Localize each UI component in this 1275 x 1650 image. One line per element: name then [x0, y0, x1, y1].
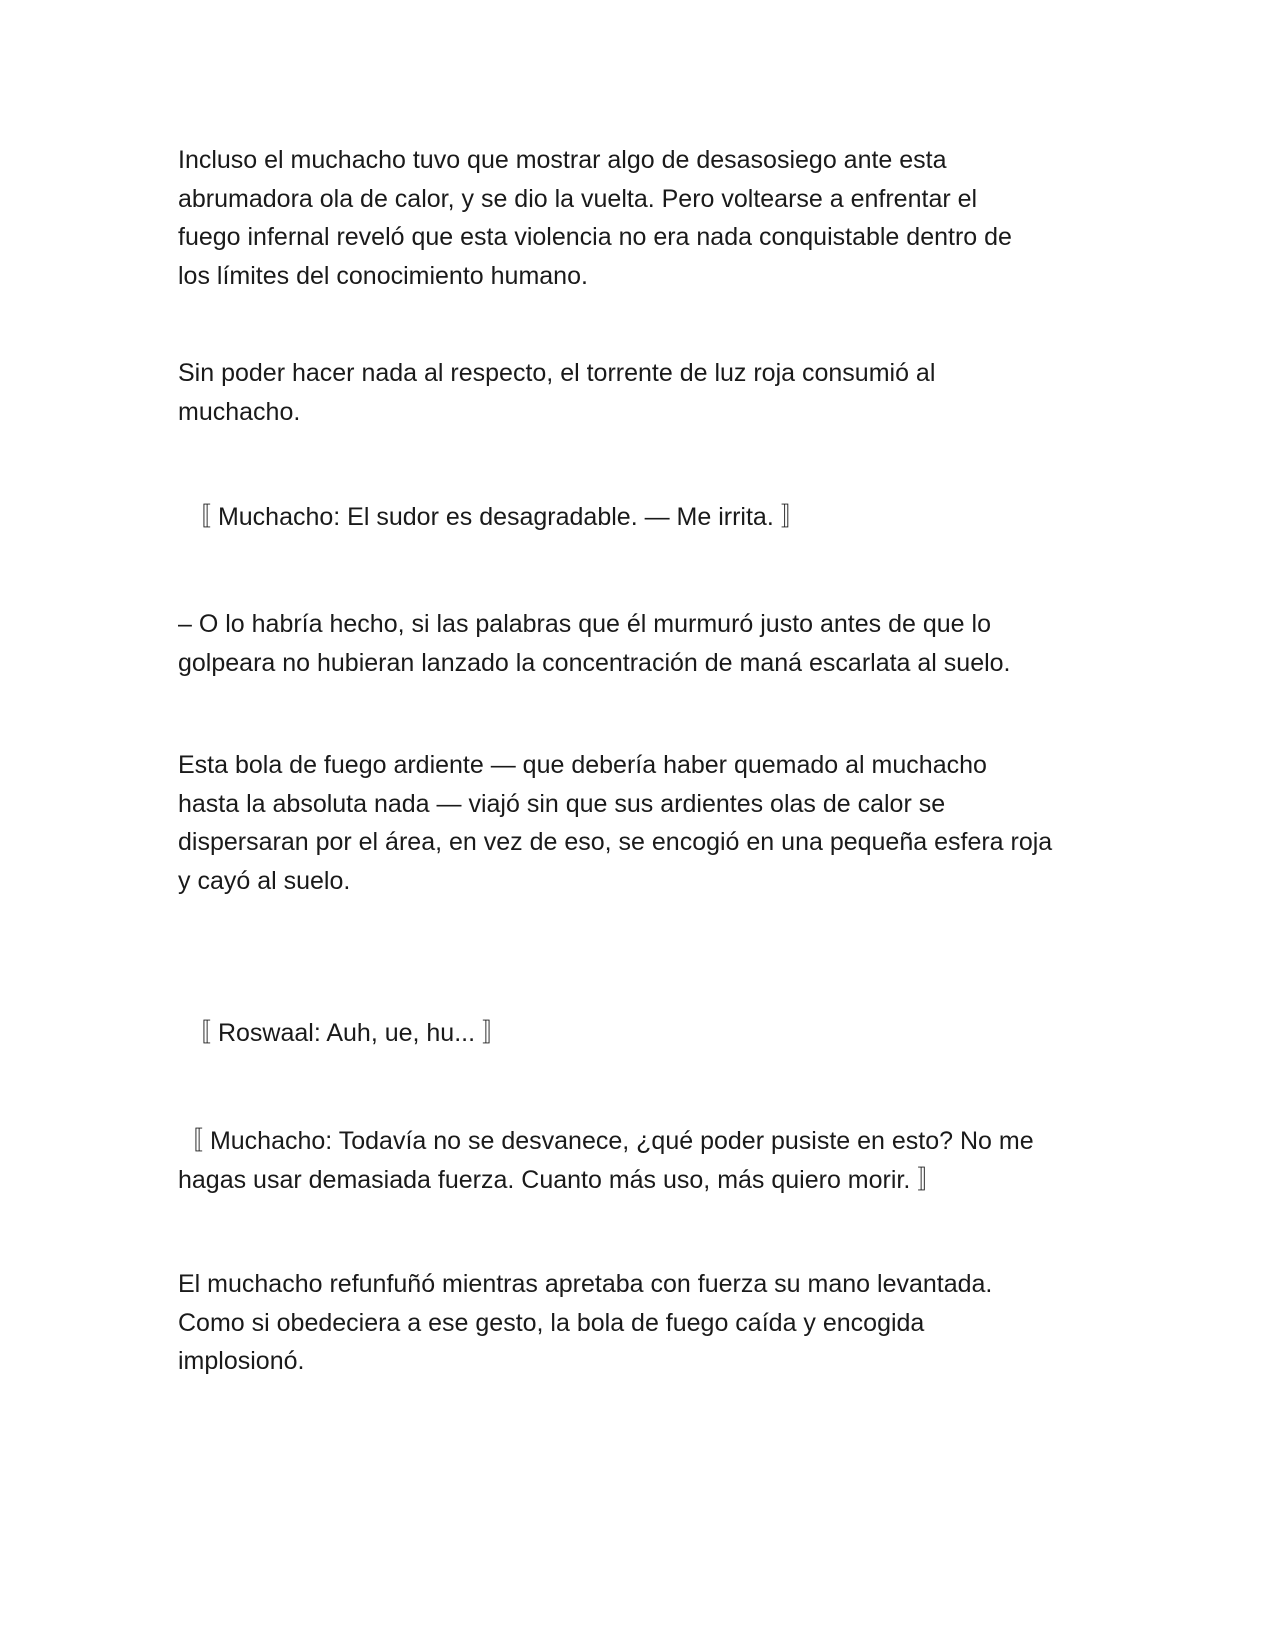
dialogue-muchacho-sweat: 〚 Muchacho: El sudor es desagradable. — Me irrita. 〛 [186, 503, 806, 531]
dialogue-muchacho-power: 〚 Muchacho: Todavía no se desvanece, ¿qué poder pusiste en esto? No me hagas usar demasiada fuerza. Cuanto más uso, más quiero morir. 〛 [178, 1127, 1034, 1194]
narration-paragraph-red-torrent: Sin poder hacer nada al respecto, el torrente de luz roja consumió al muchacho. [178, 359, 936, 426]
narration-paragraph-fireball: Esta bola de fuego ardiente — que debería haber quemado al muchacho hasta la absoluta nada — viajó sin que sus ardientes olas de calor se dispersaran por el área, en vez de eso, se encogió en una pequeña esfera roja y cayó al suelo. [178, 751, 1053, 895]
narration-paragraph-murmured-words: – O lo habría hecho, si las palabras que él murmuró justo antes de que lo golpeara no hubieran lanzado la concentración de maná escarlata al suelo. [178, 610, 1011, 677]
narration-paragraph-implosion: El muchacho refunfuñó mientras apretaba con fuerza su mano levantada. Como si obedeciera a ese gesto, la bola de fuego caída y encogida implosionó. [178, 1270, 993, 1375]
dialogue-roswaal: 〚 Roswaal: Auh, ue, hu... 〛 [186, 1019, 507, 1047]
narration-paragraph-heat-wave: Incluso el muchacho tuvo que mostrar algo de desasosiego ante esta abrumadora ola de calor, y se dio la vuelta. Pero voltearse a enfrentar el fuego infernal reveló que esta violencia no era nada conquistable dentro de los límites del conocimiento humano. [178, 146, 1012, 290]
